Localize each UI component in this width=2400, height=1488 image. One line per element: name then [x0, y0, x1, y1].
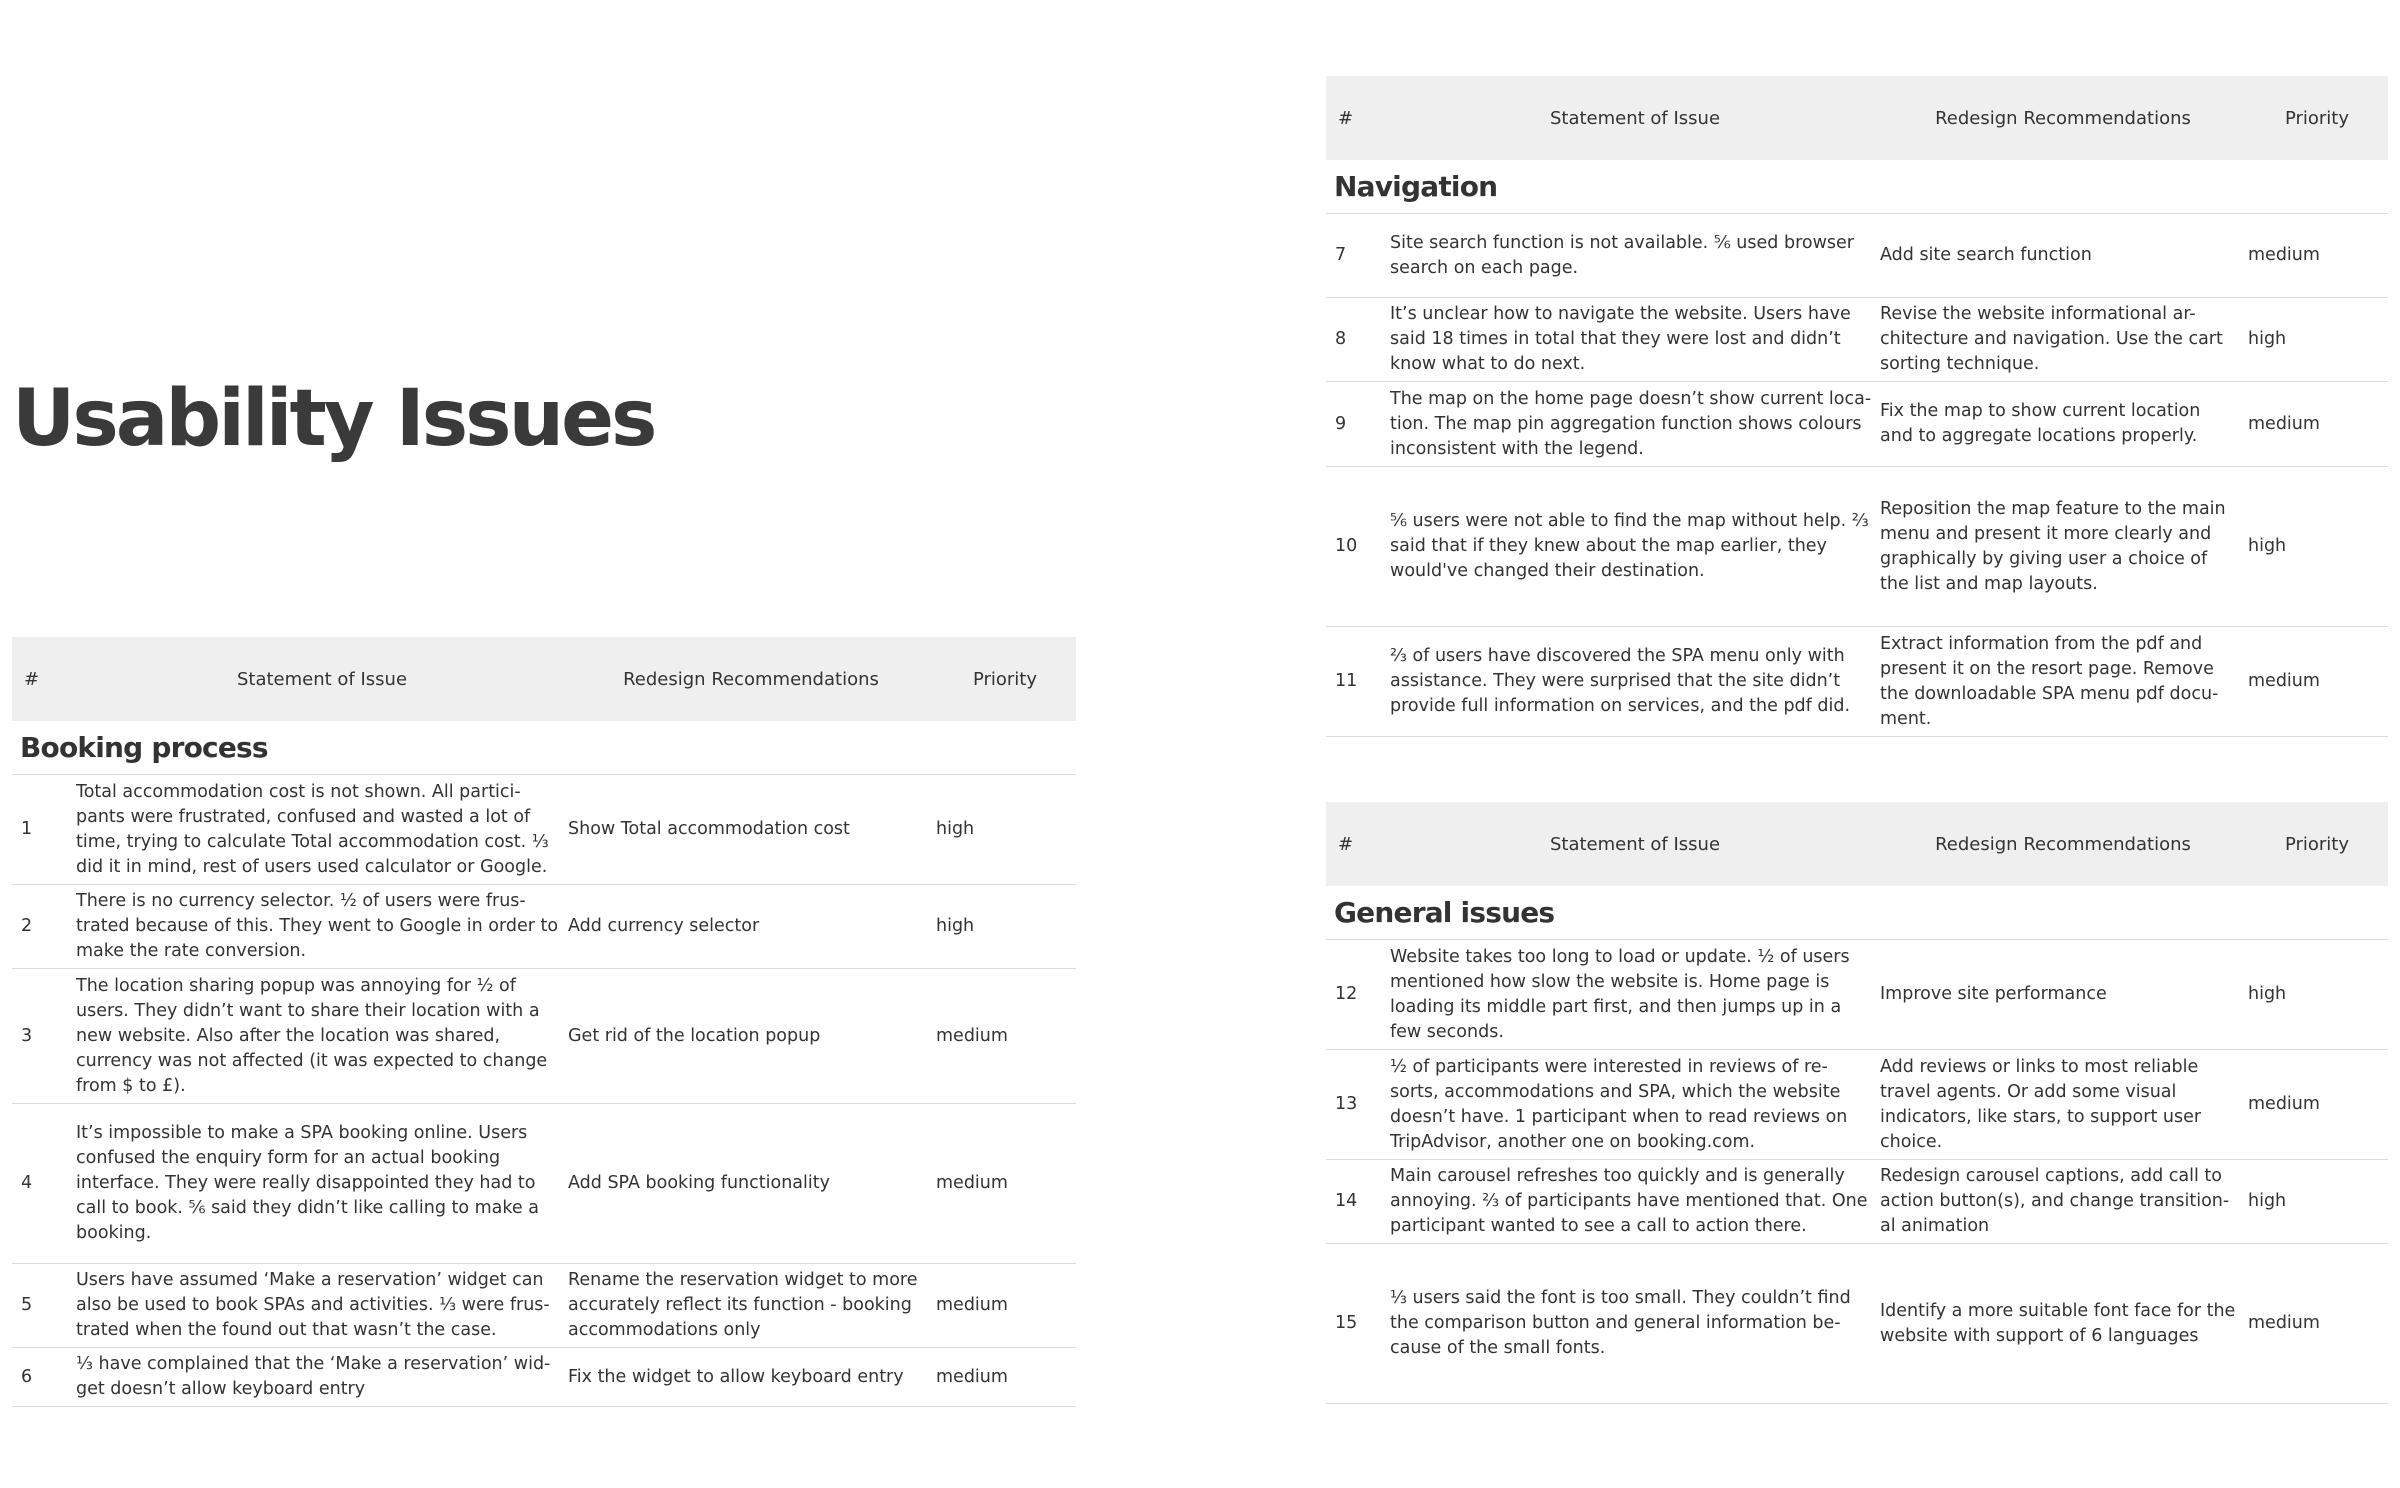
table-row: [1326, 382, 2388, 467]
issue-recommendation: Fix the widget to allow keyboard entry: [568, 1348, 934, 1407]
issue-number: 15: [1326, 1244, 1390, 1404]
issue-number: 10: [1326, 467, 1390, 627]
issue-recommendation: Rename the reservation widget to more accurately reflect its function - booking accommodations only: [568, 1264, 934, 1348]
section-row: [1326, 160, 2388, 214]
header-statement: Statement of Issue: [1390, 76, 1880, 160]
issue-recommendation: Extract information from the pdf and present it on the resort page. Remove the downloadable SPA menu pdf docu-ment.: [1880, 627, 2246, 737]
issue-recommendation: Reposition the map feature to the main menu and present it more clearly and graphically by giving user a choice of the list and map layouts.: [1880, 467, 2246, 627]
issue-priority: medium: [2246, 1244, 2388, 1404]
issue-number: 2: [12, 885, 76, 969]
issue-recommendation: Add reviews or links to most reliable travel agents. Or add some visual indicators, like stars, to support user choice.: [1880, 1050, 2246, 1160]
header-priority: Priority: [2246, 76, 2388, 160]
issue-priority: medium: [2246, 382, 2388, 467]
issue-number: 11: [1326, 627, 1390, 737]
table-header-row: [1326, 76, 2388, 160]
issue-recommendation: Improve site performance: [1880, 940, 2246, 1050]
table-row: [12, 1104, 1076, 1264]
issue-statement: Total accommodation cost is not shown. All partici-pants were frustrated, confused and wasted a lot of time, trying to calculate Total accommodation cost. ⅓ did it in mind, rest of users used calculator or Google.: [76, 775, 568, 885]
header-recommendation: Redesign Recommendations: [568, 637, 934, 721]
issue-recommendation: Identify a more suitable font face for the website with support of 6 languages: [1880, 1244, 2246, 1404]
issue-statement: ⅔ of users have discovered the SPA menu only with assistance. They were surprised that the site didn’t provide full information on services, and the pdf did.: [1390, 627, 1880, 737]
issue-priority: medium: [2246, 214, 2388, 298]
issue-statement: ⅓ users said the font is too small. They couldn’t find the comparison button and general information be-cause of the small fonts.: [1390, 1244, 1880, 1404]
issue-priority: medium: [934, 1264, 1076, 1348]
issue-statement: Website takes too long to load or update. ½ of users mentioned how slow the website is. Home page is loading its middle part first, and then jumps up in a few seconds.: [1390, 940, 1880, 1050]
table-row: [1326, 1244, 2388, 1404]
table-row: [1326, 627, 2388, 737]
table-row: [1326, 467, 2388, 627]
section-title-booking: Booking process: [12, 721, 1076, 775]
issue-priority: medium: [934, 969, 1076, 1104]
issue-statement: Main carousel refreshes too quickly and is generally annoying. ⅔ of participants have mentioned that. One participant wanted to see a call to action there.: [1390, 1160, 1880, 1244]
header-recommendation: Redesign Recommendations: [1880, 76, 2246, 160]
header-number: #: [12, 637, 76, 721]
table-row: [12, 1264, 1076, 1348]
section-title-general: General issues: [1326, 886, 2388, 940]
header-number: #: [1326, 802, 1390, 886]
issue-statement: ⅚ users were not able to find the map without help. ⅔ said that if they knew about the map earlier, they would've changed their destination.: [1390, 467, 1880, 627]
issue-recommendation: Redesign carousel captions, add call to action button(s), and change transition-al animation: [1880, 1160, 2246, 1244]
issue-number: 9: [1326, 382, 1390, 467]
table-row: [12, 1348, 1076, 1407]
header-number: #: [1326, 76, 1390, 160]
issue-priority: high: [2246, 298, 2388, 382]
issue-number: 7: [1326, 214, 1390, 298]
issue-statement: The map on the home page doesn’t show current loca-tion. The map pin aggregation function shows colours inconsistent with the legend.: [1390, 382, 1880, 467]
issue-recommendation: Show Total accommodation cost: [568, 775, 934, 885]
table-row: [12, 885, 1076, 969]
issue-recommendation: Get rid of the location popup: [568, 969, 934, 1104]
table-row: [1326, 1050, 2388, 1160]
issue-priority: high: [934, 885, 1076, 969]
issue-priority: medium: [2246, 627, 2388, 737]
issue-statement: There is no currency selector. ½ of users were frus-trated because of this. They went to Google in order to make the rate conversion.: [76, 885, 568, 969]
issue-statement: It’s impossible to make a SPA booking online. Users confused the enquiry form for an actual booking interface. They were really disappointed they had to call to book. ⅚ said they didn’t like calling to make a booking.: [76, 1104, 568, 1264]
issue-priority: high: [2246, 940, 2388, 1050]
issue-statement: ⅓ have complained that the ‘Make a reservation’ wid-get doesn’t allow keyboard entry: [76, 1348, 568, 1407]
issue-number: 14: [1326, 1160, 1390, 1244]
issue-recommendation: Fix the map to show current location and to aggregate locations properly.: [1880, 382, 2246, 467]
header-priority: Priority: [2246, 802, 2388, 886]
issue-statement: Users have assumed ‘Make a reservation’ widget can also be used to book SPAs and activities. ⅓ were frus-trated when the found out that wasn’t the case.: [76, 1264, 568, 1348]
header-priority: Priority: [934, 637, 1076, 721]
table-row: [1326, 940, 2388, 1050]
header-recommendation: Redesign Recommendations: [1880, 802, 2246, 886]
issue-number: 4: [12, 1104, 76, 1264]
table-header-row: [12, 637, 1076, 721]
issue-priority: high: [934, 775, 1076, 885]
issue-number: 8: [1326, 298, 1390, 382]
table-row: [1326, 298, 2388, 382]
table-row: [1326, 214, 2388, 298]
issue-priority: medium: [934, 1104, 1076, 1264]
issue-priority: high: [2246, 467, 2388, 627]
header-statement: Statement of Issue: [76, 637, 568, 721]
issue-priority: medium: [2246, 1050, 2388, 1160]
general-issues-table: [1326, 802, 2388, 1404]
issue-recommendation: Add SPA booking functionality: [568, 1104, 934, 1264]
issue-number: 1: [12, 775, 76, 885]
issue-number: 13: [1326, 1050, 1390, 1160]
section-row: [12, 721, 1076, 775]
issue-recommendation: Add currency selector: [568, 885, 934, 969]
issue-number: 3: [12, 969, 76, 1104]
table-header-row: [1326, 802, 2388, 886]
issue-statement: It’s unclear how to navigate the website. Users have said 18 times in total that they were lost and didn’t know what to do next.: [1390, 298, 1880, 382]
issue-recommendation: Add site search function: [1880, 214, 2246, 298]
page-title: Usability Issues: [12, 374, 655, 464]
issue-priority: high: [2246, 1160, 2388, 1244]
issue-statement: ½ of participants were interested in reviews of re-sorts, accommodations and SPA, which the website doesn’t have. 1 participant when to read reviews on TripAdvisor, another one on booking.com.: [1390, 1050, 1880, 1160]
issue-recommendation: Revise the website informational ar-chitecture and navigation. Use the cart sorting technique.: [1880, 298, 2246, 382]
section-row: [1326, 886, 2388, 940]
table-row: [12, 775, 1076, 885]
issue-number: 6: [12, 1348, 76, 1407]
header-statement: Statement of Issue: [1390, 802, 1880, 886]
issue-priority: medium: [934, 1348, 1076, 1407]
navigation-issues-table: [1326, 76, 2388, 737]
table-row: [1326, 1160, 2388, 1244]
table-row: [12, 969, 1076, 1104]
issue-number: 12: [1326, 940, 1390, 1050]
section-title-navigation: Navigation: [1326, 160, 2388, 214]
issue-statement: The location sharing popup was annoying for ½ of users. They didn’t want to share their location with a new website. Also after the location was shared, currency was not affected (it was expected to change from $ to £).: [76, 969, 568, 1104]
booking-issues-table: [12, 637, 1076, 1407]
issue-statement: Site search function is not available. ⅚ used browser search on each page.: [1390, 214, 1880, 298]
issue-number: 5: [12, 1264, 76, 1348]
